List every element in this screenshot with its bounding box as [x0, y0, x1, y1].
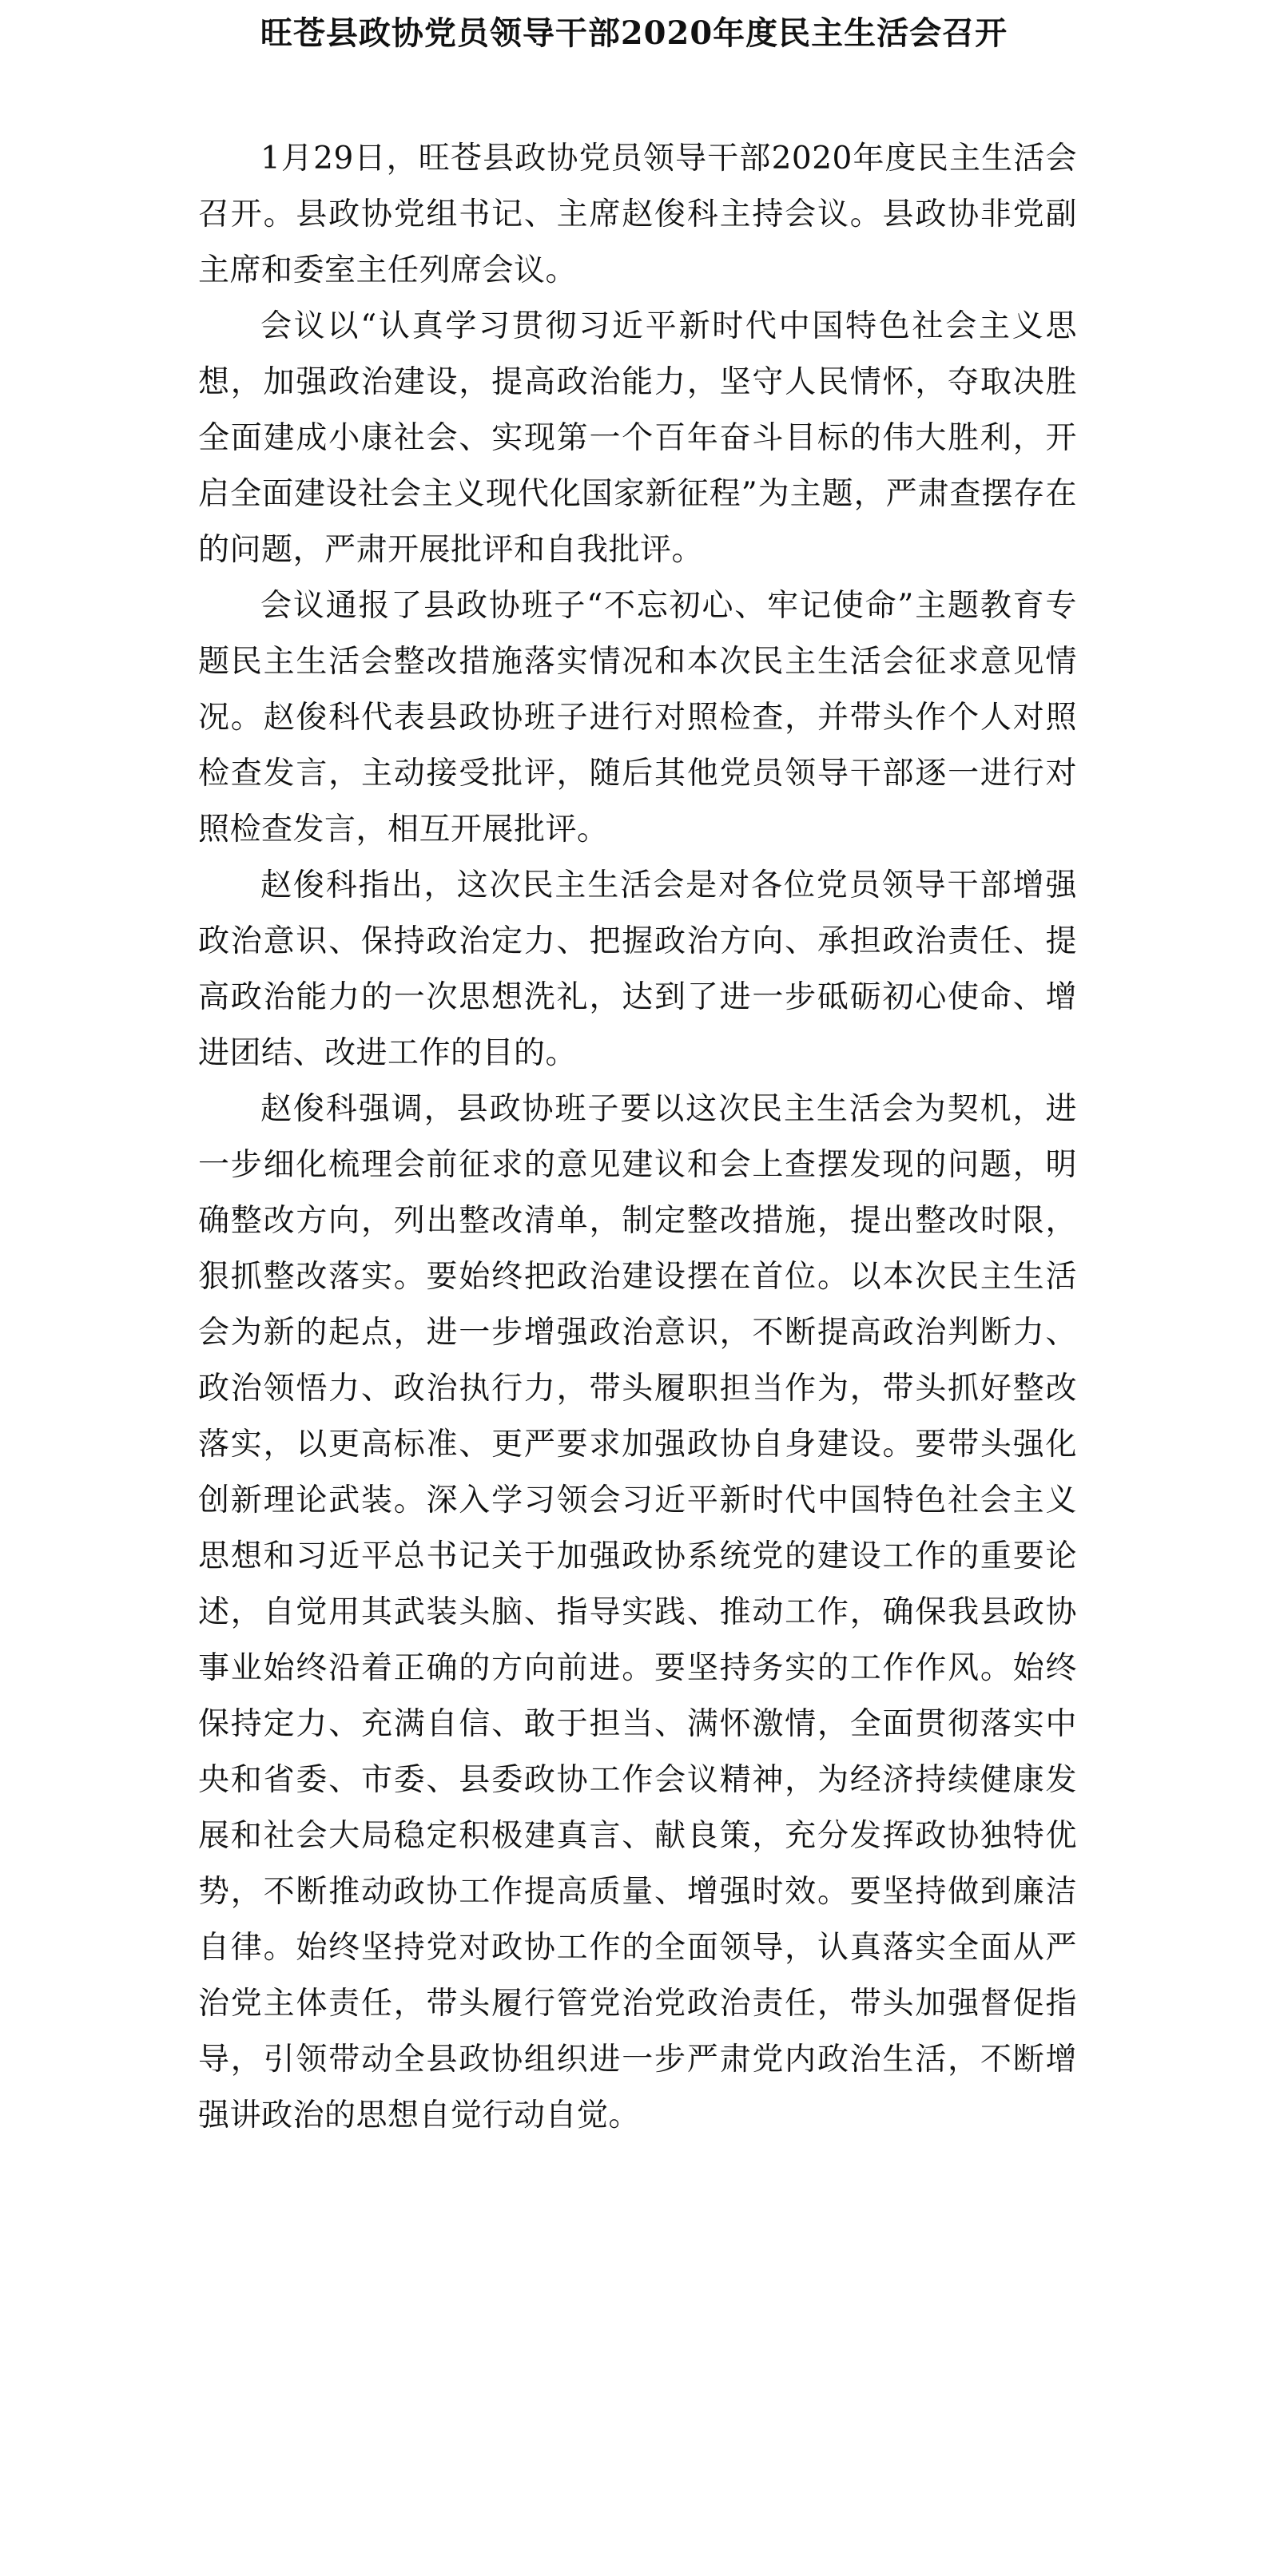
article-body	[198, 131, 1077, 2144]
paragraph: 1月29日，旺苍县政协党员领导干部2020年度民主生活会召开。县政协党组书记、主席赵俊科主持会议。县政协非党副主席和委室主任列席会议。	[198, 141, 1077, 288]
paragraph: 会议通报了县政协班子“不忘初心、牢记使命”主题教育专题民主生活会整改措施落实情况和本次民主生活会征求意见情况。赵俊科代表县政协班子进行对照检查，并带头作个人对照检查发言，主动接受批评，随后其他党员领导干部逐一进行对照检查发言，相互开展批评。	[198, 588, 1077, 847]
paragraph: 赵俊科强调，县政协班子要以这次民主生活会为契机，进一步细化梳理会前征求的意见建议和会上查摆发现的问题，明确整改方向，列出整改清单，制定整改措施，提出整改时限，狠抓整改落实。要始终把政治建设摆在首位。以本次民主生活会为新的起点，进一步增强政治意识，不断提高政治判断力、政治领悟力、政治执行力，带头履职担当作为，带头抓好整改落实，以更高标准、更严要求加强政协自身建设。要带头强化创新理论武装。深入学习领会习近平新时代中国特色社会主义思想和习近平总书记关于加强政协系统党的建设工作的重要论述，自觉用其武装头脑、指导实践、推动工作，确保我县政协事业始终沿着正确的方向前进。要坚持务实的工作作风。始终保持定力、充满自信、敢于担当、满怀激情，全面贯彻落实中央和省委、市委、县委政协工作会议精神，为经济持续健康发展和社会大局稳定积极建真言、献良策，充分发挥政协独特优势，不断推动政协工作提高质量、增强时效。要坚持做到廉洁自律。始终坚持党对政协工作的全面领导，认真落实全面从严治党主体责任，带头履行管党治党政治责任，带头加强督促指导，引领带动全县政协组织进一步严肃党内政治生活，不断增强讲政治的思想自觉行动自觉。	[198, 1091, 1077, 2133]
page-title: 旺苍县政协党员领导干部2020年度民主生活会召开	[260, 14, 1008, 52]
paragraph: 赵俊科指出，这次民主生活会是对各位党员领导干部增强政治意识、保持政治定力、把握政治方向、承担政治责任、提高政治能力的一次思想洗礼，达到了进一步砥砺初心使命、增进团结、改进工作的目的。	[198, 867, 1077, 1071]
paragraph: 会议以“认真学习贯彻习近平新时代中国特色社会主义思想，加强政治建设，提高政治能力，坚守人民情怀，夺取决胜全面建成小康社会、实现第一个百年奋斗目标的伟大胜利，开启全面建设社会主义现代化国家新征程”为主题，严肃查摆存在的问题，严肃开展批评和自我批评。	[198, 308, 1077, 568]
